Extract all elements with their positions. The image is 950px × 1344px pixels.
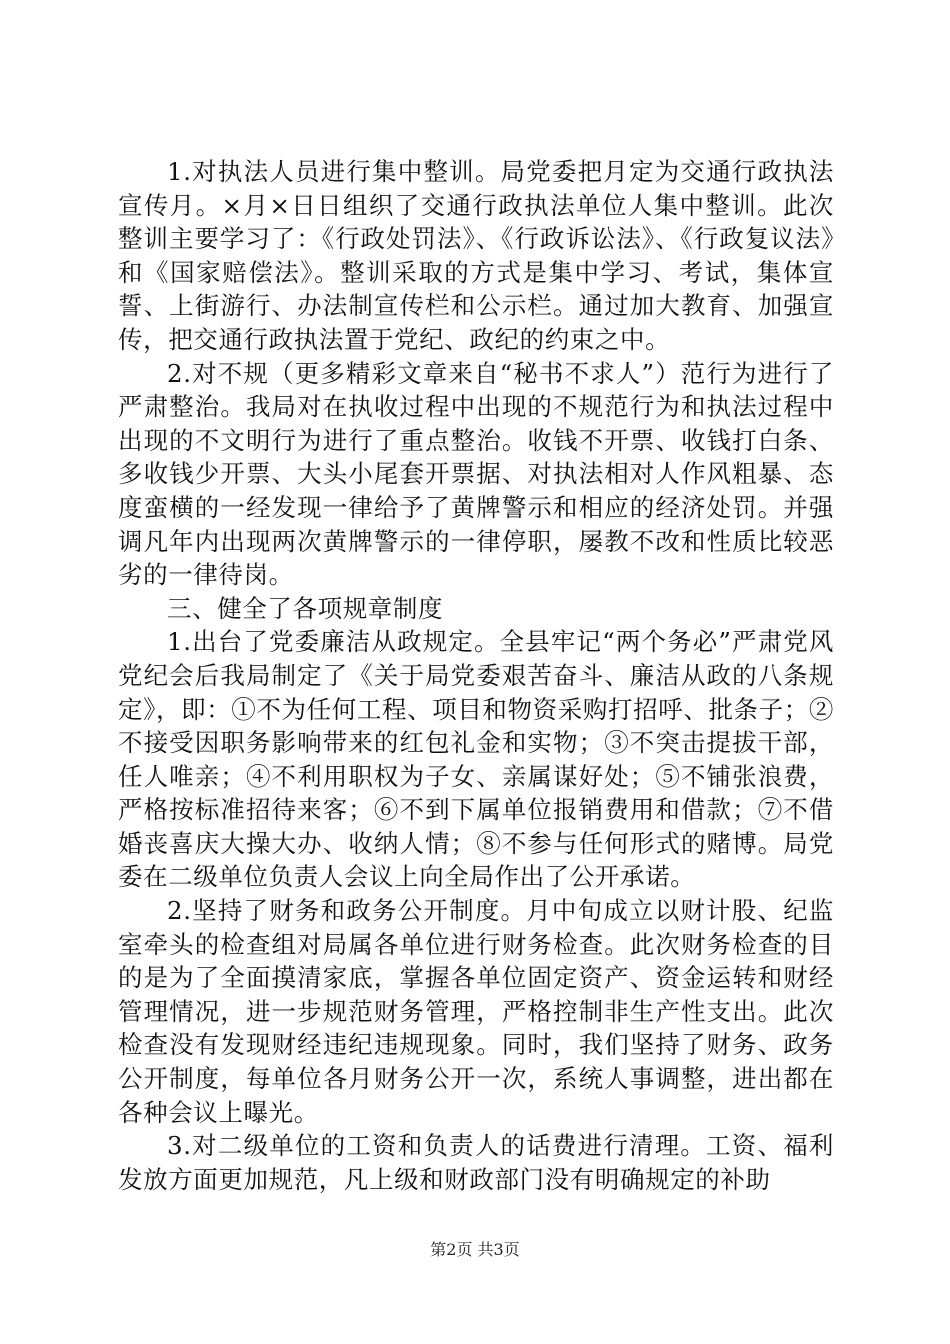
paragraph-rectification: 2.对不规（更多精彩文章来自“秘书不求人”）范行为进行了严肃整治。我局对在执收过程中出现的不规范行为和执法过程中出现的不文明行为进行了重点整治。收钱不开票、收钱打白条、多收钱少开票、大头小尾套开票据、对执法相对人作风粗暴、态度蛮横的一经发现一律给予了黄牌警示和相应的经济处罚。并强调凡年内出现两次黄牌警示的一律停职，屡教不改和性质比较恶劣的一律待岗。 [118,358,834,590]
paragraph-integrity-rules: 1.出台了党委廉洁从政规定。全县牢记“两个务必”严肃党风党纪会后我局制定了《关于局党委艰苦奋斗、廉洁从政的八条规定》，即：①不为任何工程、项目和物资采购打招呼、批条子；②不接受因职务影响带来的红包礼金和实物；③不突击提拔干部，任人唯亲；④不利用职权为子女、亲属谋好处；⑤不铺张浪费，严格按标准招待来客；⑥不到下属单位报销费用和借款；⑦不借婚丧喜庆大操大办、收纳人情；⑧不参与任何形式的赌博。局党委在二级单位负责人会议上向全局作出了公开承诺。 [118,627,834,892]
paragraph-training: 1.对执法人员进行集中整训。局党委把月定为交通行政执法宣传月。×月×日日组织了交通行政执法单位人集中整训。此次整训主要学习了：《行政处罚法》、《行政诉讼法》、《行政复议法》和《国家赔偿法》。整训采取的方式是集中学习、考试，集体宣誓、上街游行、办法制宣传栏和公示栏。通过加大教育、加强宣传，把交通行政执法置于党纪、政纪的约束之中。 [118,157,834,354]
section-heading-regulations: 三、健全了各项规章制度 [167,593,444,623]
page-number-footer: 第2页 共3页 [430,1240,520,1259]
paragraph-salary-cleanup: 3.对二级单位的工资和负责人的话费进行清理。工资、福利发放方面更加规范，凡上级和财政部门没有明确规定的补助 [118,1131,834,1194]
document-body [118,155,834,1196]
paragraph-financial-disclosure: 2.坚持了财务和政务公开制度。月中旬成立以财计股、纪监室牵头的检查组对局属各单位进行财务检查。此次财务检查的目的是为了全面摸清家底，掌握各单位固定资产、资金运转和财经管理情况，进一步规范财务管理，严格控制非生产性支出。此次检查没有发现财经违纪违规现象。同时，我们坚持了财务、政务公开制度，每单位各月财务公开一次，系统人事调整，进出都在各种会议上曝光。 [118,896,834,1127]
